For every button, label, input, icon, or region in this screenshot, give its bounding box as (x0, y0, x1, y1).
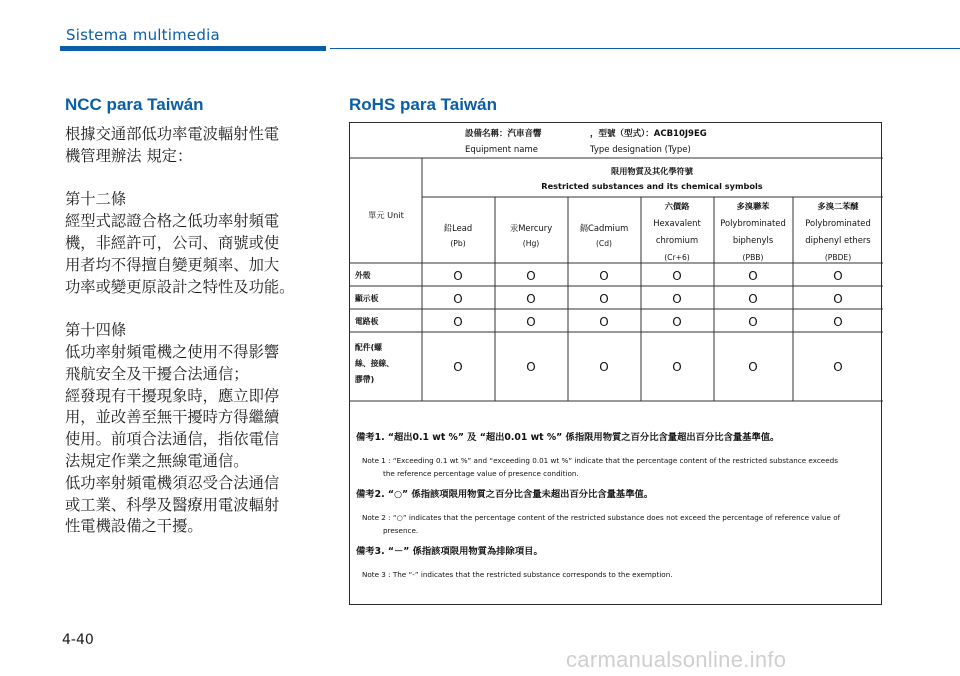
note2-cn: 備考2. “○” 係指該項限用物質之百分比含量未超出百分比含量基準值。 (356, 489, 654, 500)
ncc-body-text: 根據交通部低功率電波輻射性電 機管理辦法 規定： 第十二條 經型式認證合格之低功率射頻電 機，非經許可，公司、商號或使 用者均不得擅自變更頻率、加大 功率或變更原設計之特性及功能。 第十四條 低功率射頻電機之使用不得影響 飛航安全及干擾合法通信； 經發現有干擾現象時，應立即停 用，並改善至無干擾時方得繼續 使用。前項合法通信，指依電信 法規定作業之無線電通信。 低功率射頻電機須忍受合法通信 或工業、科學及醫療用電波輻射 性電機設備之干擾。 (65, 125, 295, 536)
note2-en-2: presence. (383, 526, 419, 535)
restricted-en: Restricted substances and its chemical symbols (541, 181, 763, 191)
substance-symbol: (Pb) (450, 239, 466, 248)
cell-mark: O (672, 315, 682, 329)
cell-mark: O (672, 360, 682, 374)
cell-mark: O (453, 360, 463, 374)
substance-name: 鎘Cadmium (579, 223, 629, 233)
note3-en-1: Note 3 : The “-” indicates that the restricted substance corresponds to the exemption. (362, 570, 673, 579)
cell-mark: O (453, 292, 463, 306)
cell-mark: O (599, 292, 609, 306)
cell-mark: O (672, 292, 682, 306)
substance-name-2: biphenyls (732, 235, 774, 245)
section-header: Sistema multimedia (66, 26, 220, 44)
equipment-name-cn: 設備名稱：汽車音響 (465, 129, 542, 139)
equipment-name-en: Equipment name (465, 145, 538, 155)
rohs-table (349, 122, 882, 605)
substance-symbol: (Cd) (595, 239, 613, 248)
cell-mark: O (599, 269, 609, 283)
substance-name-2: chromium (655, 235, 699, 245)
cell-mark: O (748, 315, 758, 329)
cell-mark: O (672, 269, 682, 283)
header-rule-thin (330, 48, 960, 49)
cell-mark: O (748, 360, 758, 374)
ncc-title: NCC para Taiwán (65, 95, 204, 114)
substance-name-2: diphenyl ethers (805, 235, 871, 245)
cell-mark: O (833, 315, 843, 329)
unit-label: 單元 Unit (368, 210, 404, 220)
substance-symbol: (Hg) (522, 239, 540, 248)
cell-mark: O (599, 315, 609, 329)
cell-mark: O (599, 360, 609, 374)
cell-mark: O (748, 292, 758, 306)
cell-mark: O (833, 269, 843, 283)
type-designation-cn: ，型號（型式）：ACB10J9EG (590, 129, 707, 139)
substance-cn: 多溴聯苯 (736, 201, 770, 211)
cell-mark: O (748, 269, 758, 283)
row-unit-label: 絲、接線、 (355, 359, 394, 368)
note3-cn: 備考3. “－” 係指該項限用物質為排除項目。 (356, 546, 543, 557)
page-number: 4-40 (62, 632, 94, 648)
row-unit-label: 膠帶) (355, 375, 375, 384)
substance-symbol: (PBDE) (824, 253, 852, 262)
row-unit-label: 顯示板 (355, 294, 379, 303)
substance-cn: 六價鉻 (664, 201, 690, 211)
cell-mark: O (526, 292, 536, 306)
note1-en-2: the reference percentage value of presence condition. (383, 469, 579, 478)
substance-name: 鉛Lead (443, 223, 473, 233)
row-unit-label: 外殼 (355, 271, 371, 280)
note1-cn: 備考1. “超出0.1 wt %” 及 “超出0.01 wt %” 係指限用物質之百分比含量超出百分比含量基準值。 (356, 432, 780, 443)
cell-mark: O (526, 360, 536, 374)
watermark: carmanualsonline.info (566, 647, 787, 672)
cell-mark: O (453, 269, 463, 283)
cell-mark: O (526, 315, 536, 329)
substance-name: Hexavalent (653, 218, 701, 228)
row-unit-label: 電路板 (355, 317, 379, 326)
note1-en-1: Note 1 : “Exceeding 0.1 wt %” and “exceeding 0.01 wt %” indicate that the percentage content of the restricted substance exceeds (362, 456, 838, 465)
type-designation-en: Type designation (Type) (590, 145, 691, 155)
substance-symbol: (PBB) (742, 253, 764, 262)
substance-symbol: (Cr+6) (664, 253, 690, 262)
cell-mark: O (526, 269, 536, 283)
rohs-table-grid (350, 123, 883, 606)
row-unit-label: 配件(螺 (355, 343, 382, 352)
note2-en-1: Note 2 : “○” indicates that the percentage content of the restricted substance does not exceed the percentage of reference value of (362, 513, 841, 522)
rohs-title: RoHS para Taiwán (349, 95, 497, 114)
restricted-cn: 限用物質及其化學符號 (611, 166, 693, 176)
substance-cn: 多溴二苯醚 (817, 201, 859, 211)
substance-name: 汞Mercury (509, 223, 553, 233)
header-rule-thick (60, 46, 326, 51)
substance-name: Polybrominated (720, 218, 786, 228)
cell-mark: O (833, 292, 843, 306)
cell-mark: O (833, 360, 843, 374)
substance-name: Polybrominated (805, 218, 871, 228)
cell-mark: O (453, 315, 463, 329)
